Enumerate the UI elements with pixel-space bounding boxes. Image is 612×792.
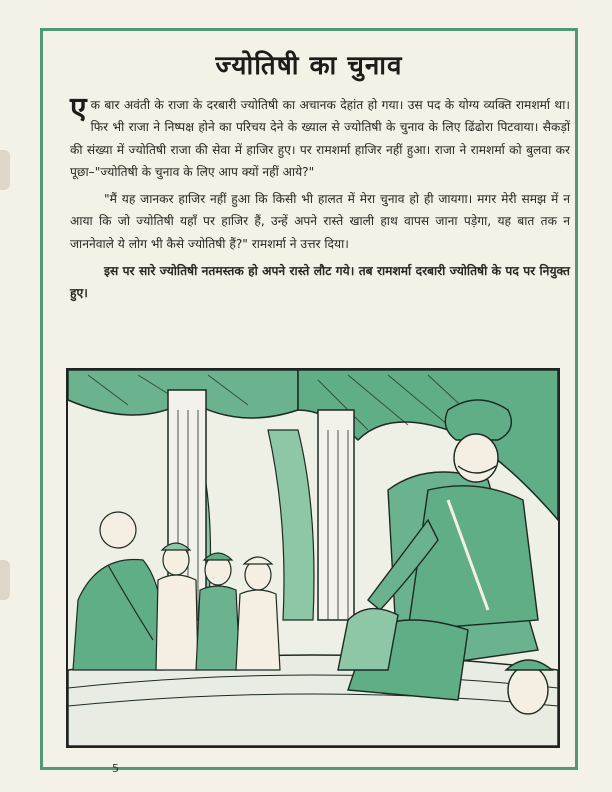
story-text [70,91,570,310]
story-title: ज्योतिषी का चुनाव [215,51,403,81]
paragraph-3: इस पर सारे ज्योतिषी नतमस्तक हो अपने रास्ते लौट गये। तब रामशर्मा दरबारी ज्योतिषी के पद पर नियुक्त हुए। [70,264,570,301]
binding-mark-bottom [0,560,10,600]
court-illustration [66,368,560,748]
page-number: 5 [112,762,119,775]
paragraph-1 [70,91,570,183]
binding-mark-top [0,150,10,190]
drop-cap: ए [70,91,87,126]
paragraph-2: "मैं यह जानकर हाजिर नहीं हुआ कि किसी भी हालत में मेरा चुनाव हो ही जायगा। मगर मेरी समझ में न आया कि जो ज्योतिषी यहाँ पर हाजिर हैं, उन्हें अपने रास्ते खाली हाथ वापस जाना पड़ेगा, यह बात तक न जाननेवाले ये लोग भी कैसे ज्योतिषी हैं?" रामशर्मा ने उत्तर दिया। [70,192,570,251]
court-scene-drawing [68,370,558,746]
paragraph-1-text: क बार अवंती के राजा के दरबारी ज्योतिषी का अचानक देहांत हो गया। उस पद के योग्य व्यक्ति रामशर्मा था। फिर भी राजा ने निष्पक्ष होने का परिचय देने के ख्याल से ज्योतिषी के चुनाव के लिए ढिंढोरा पिटवाया। सैकड़ों की संख्या में ज्योतिषी राजा की सेवा में हाजिर हुए। पर रामशर्मा हाजिर नहीं हुआ। राजा ने रामशर्मा को बुलवा कर पूछा–"ज्योतिषी के चुनाव के लिए आप क्यों नहीं आये?" [70,98,570,179]
